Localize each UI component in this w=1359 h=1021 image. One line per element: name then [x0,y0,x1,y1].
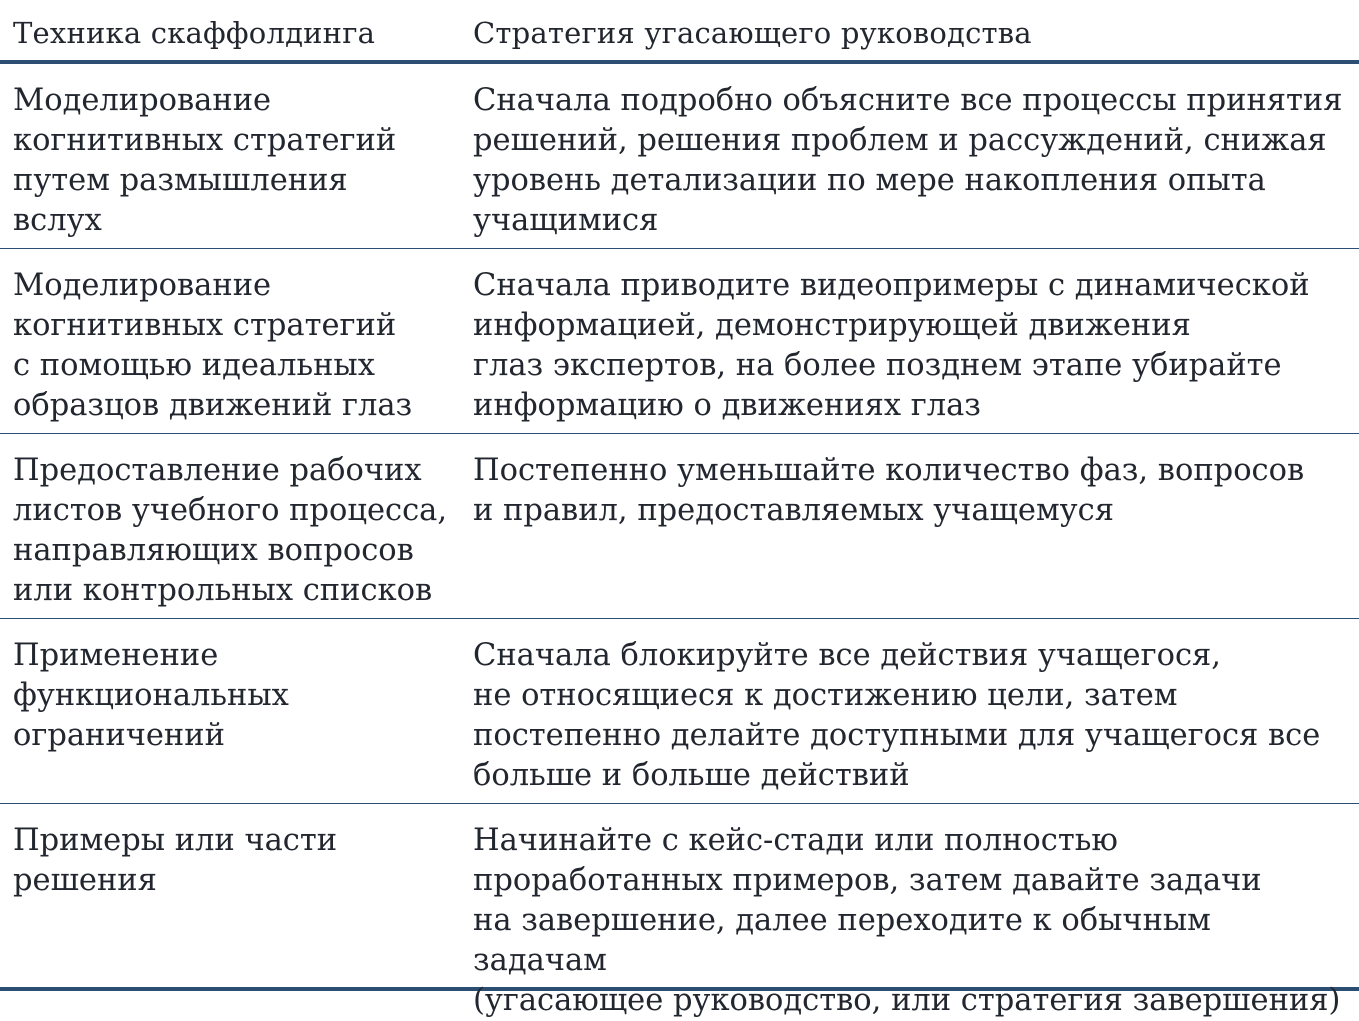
technique-cell: Применение функциональных ограничений [13,638,289,753]
strategy-cell: Постепенно уменьшайте количество фаз, вопросов и правил, предоставляемых учащемуся [473,453,1305,528]
table-header [0,0,1359,64]
technique-cell: Примеры или части решения [13,823,338,898]
table-row [0,64,1359,249]
table-row [0,619,1359,804]
header-technique: Техника скаффолдинга [13,16,376,50]
table-row [0,804,1359,1018]
header-strategy: Стратегия угасающего руководства [473,16,1032,50]
table-row [0,434,1359,619]
strategy-cell: Начинайте с кейс-стади или полностью проработанных примеров, затем давайте задачи на завершение, далее переходите к обычным задачам (угасающее руководство, или стратегия завершения) [473,823,1341,1018]
technique-cell: Предоставление рабочих листов учебного процесса, направляющих вопросов или контрольных списков [13,453,448,608]
strategy-cell: Сначала блокируйте все действия учащегося, не относящиеся к достижению цели, затем постепенно делайте доступными для учащегося все больше и больше действий [473,638,1321,793]
table-row [0,249,1359,434]
strategy-cell: Сначала приводите видеопримеры с динамической информацией, демонстрирующей движения глаз экспертов, на более позднем этапе убирайте информацию о движениях глаз [473,268,1310,423]
technique-cell: Моделирование когнитивных стратегий путем размышления вслух [13,83,397,238]
strategy-cell: Сначала подробно объясните все процессы принятия решений, решения проблем и рассуждений, снижая уровень детализации по мере накопления опыта учащимися [473,83,1343,238]
technique-cell: Моделирование когнитивных стратегий с помощью идеальных образцов движений глаз [13,268,413,423]
